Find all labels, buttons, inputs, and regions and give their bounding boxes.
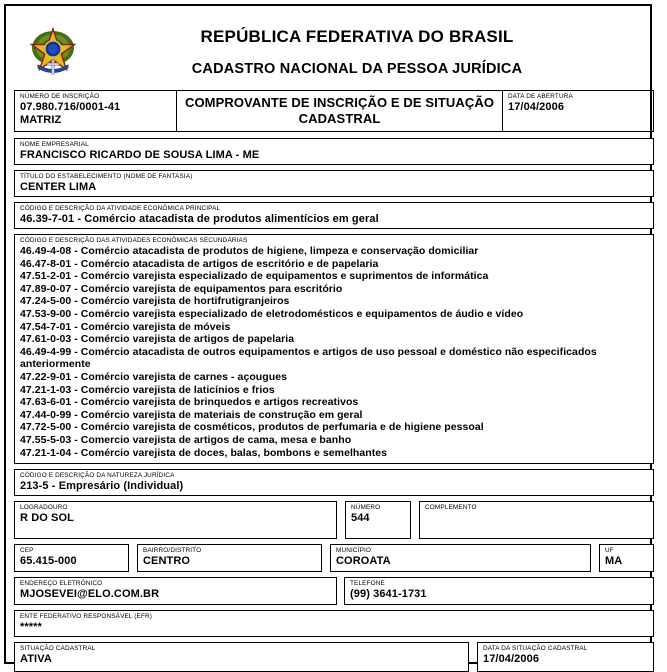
titulo-estabelecimento-label: TÍTULO DO ESTABELECIMENTO (NOME DE FANTASIA) <box>20 173 193 180</box>
bairro-label: BAIRRO/DISTRITO <box>143 547 202 555</box>
page-subtitle: CADASTRO NACIONAL DA PESSOA JURÍDICA <box>191 61 523 77</box>
row-natureza-juridica <box>14 469 654 496</box>
data-situacao-cadastral-value: 17/04/2006 <box>483 653 540 666</box>
list-item: 47.54-7-01 - Comércio varejista de móveis <box>20 320 231 333</box>
municipio-value: COROATA <box>336 555 391 568</box>
efr-value: ***** <box>20 621 42 634</box>
field-numero-inscricao <box>15 91 177 131</box>
numero-label: NÚMERO <box>351 504 381 512</box>
field-complemento <box>419 501 654 539</box>
list-item: 47.24-5-00 - Comércio varejista de hortifrutigranjeiros <box>20 295 290 308</box>
numero-value: 544 <box>351 512 370 525</box>
list-item: 46.47-8-01 - Comércio atacadista de artigos de escritório e de papelaria <box>20 257 379 270</box>
cep-label: CEP <box>20 547 34 555</box>
field-telefone <box>344 577 654 605</box>
identification-strip <box>14 90 654 132</box>
field-efr <box>14 610 654 637</box>
brasao-icon <box>16 24 90 80</box>
data-abertura-label: DATA DE ABERTURA <box>508 93 573 100</box>
row-efr <box>14 610 654 637</box>
list-item: 47.51-2-01 - Comércio varejista especializado de equipamentos e suprimentos de informática <box>20 270 489 283</box>
atividades-secundarias-label: CÓDIGO E DESCRIÇÃO DAS ATIVIDADES ECONÔMICAS SECUNDÁRIAS <box>20 237 248 244</box>
telefone-label: TELEFONE <box>350 580 385 588</box>
data-abertura-value: 17/04/2006 <box>508 101 565 113</box>
list-item: 46.49-4-99 - Comércio atacadista de outros equipamentos e artigos de uso pessoal e doméstico não especificados anteriormente <box>20 345 597 371</box>
endereco-eletronico-label: ENDEREÇO ELETRÔNICO <box>20 580 103 588</box>
list-item: 47.21-1-03 - Comércio varejista de laticínios e frios <box>20 383 275 396</box>
list-item: 47.55-5-03 - Comercio varejista de artigos de cama, mesa e banho <box>20 433 352 446</box>
uf-value: MA <box>605 555 623 568</box>
titulo-estabelecimento-value: CENTER LIMA <box>20 181 97 193</box>
row-contato <box>14 577 654 605</box>
efr-label: ENTE FEDERATIVO RESPONSÁVEL (EFR) <box>20 613 153 621</box>
list-item: 47.72-5-00 - Comércio varejista de cosméticos, produtos de perfumaria e de higiene pessoal <box>20 421 484 434</box>
nome-empresarial-label: NOME EMPRESARIAL <box>20 141 89 148</box>
field-endereco-eletronico <box>14 577 337 605</box>
natureza-juridica-label: CÓDIGO E DESCRIÇÃO DA NATUREZA JURÍDICA <box>20 472 175 480</box>
row-atividade-principal <box>14 202 654 229</box>
comprovante-title: COMPROVANTE DE INSCRIÇÃO E DE SITUAÇÃO CADASTRAL <box>184 95 495 126</box>
field-natureza-juridica <box>14 469 654 496</box>
list-item: 47.21-1-04 - Comércio varejista de doces, balas, bombons e semelhantes <box>20 446 388 459</box>
atividade-principal-value: 46.39-7-01 - Comércio atacadista de produtos alimentícios em geral <box>20 213 379 225</box>
telefone-value: (99) 3641-1731 <box>350 588 427 601</box>
field-atividade-principal <box>14 202 654 229</box>
row-endereco-cidade <box>14 544 654 572</box>
field-numero <box>345 501 411 539</box>
field-uf <box>599 544 654 572</box>
field-data-situacao-cadastral <box>477 642 654 672</box>
row-nome-empresarial <box>14 138 654 165</box>
bairro-value: CENTRO <box>143 555 191 568</box>
list-item: 47.22-9-01 - Comércio varejista de carnes - açougues <box>20 370 287 383</box>
list-item: 47.89-0-07 - Comércio varejista de equipamentos para escritório <box>20 282 343 295</box>
field-comprovante-title <box>177 91 503 131</box>
field-cep <box>14 544 129 572</box>
field-data-abertura <box>503 91 653 131</box>
header-titles <box>90 27 654 77</box>
field-logradouro <box>14 501 337 539</box>
situacao-cadastral-value: ATIVA <box>20 653 52 666</box>
row-situacao-cadastral <box>14 642 654 672</box>
municipio-label: MUNICÍPIO <box>336 547 372 555</box>
complemento-label: COMPLEMENTO <box>425 504 477 512</box>
data-situacao-cadastral-label: DATA DA SITUAÇÃO CADASTRAL <box>483 645 588 653</box>
atividades-secundarias-list <box>20 245 649 459</box>
situacao-cadastral-label: SITUAÇÃO CADASTRAL <box>20 645 96 653</box>
endereco-eletronico-value: MJOSEVEI@ELO.COM.BR <box>20 588 160 601</box>
field-atividades-secundarias <box>14 234 654 464</box>
row-titulo-estabelecimento <box>14 170 654 197</box>
list-item: 47.61-0-03 - Comércio varejista de artigos de papelaria <box>20 333 295 346</box>
cep-value: 65.415-000 <box>20 555 77 568</box>
uf-label: UF <box>605 547 614 555</box>
logradouro-label: LOGRADOURO <box>20 504 68 512</box>
list-item: 47.53-9-00 - Comércio varejista especializado de eletrodomésticos e equipamentos de áudio e vídeo <box>20 307 524 320</box>
row-atividades-secundarias <box>14 234 654 464</box>
document-frame <box>4 4 652 664</box>
field-bairro <box>137 544 322 572</box>
field-nome-empresarial <box>14 138 654 165</box>
tipo-estabelecimento-value: MATRIZ <box>20 114 62 126</box>
list-item: 47.63-6-01 - Comércio varejista de brinquedos e artigos recreativos <box>20 396 359 409</box>
numero-inscricao-label: NÚMERO DE INSCRIÇÃO <box>20 93 100 100</box>
atividade-principal-label: CÓDIGO E DESCRIÇÃO DA ATIVIDADE ECONÔMICA PRINCIPAL <box>20 205 221 212</box>
natureza-juridica-value: 213-5 - Empresário (Individual) <box>20 480 184 493</box>
document-header <box>14 14 654 90</box>
numero-inscricao-value: 07.980.716/0001-41 <box>20 101 121 113</box>
field-situacao-cadastral <box>14 642 469 672</box>
logradouro-value: R DO SOL <box>20 512 74 525</box>
list-item: 46.49-4-08 - Comércio atacadista de produtos de higiene, limpeza e conservação domiciliar <box>20 245 479 257</box>
row-endereco-logradouro <box>14 501 654 539</box>
document-content <box>14 14 654 666</box>
field-municipio <box>330 544 591 572</box>
list-item: 47.44-0-99 - Comércio varejista de materiais de construção em geral <box>20 408 363 421</box>
page-title: REPÚBLICA FEDERATIVA DO BRASIL <box>200 27 514 46</box>
field-titulo-estabelecimento <box>14 170 654 197</box>
nome-empresarial-value: FRANCISCO RICARDO DE SOUSA LIMA - ME <box>20 149 260 161</box>
